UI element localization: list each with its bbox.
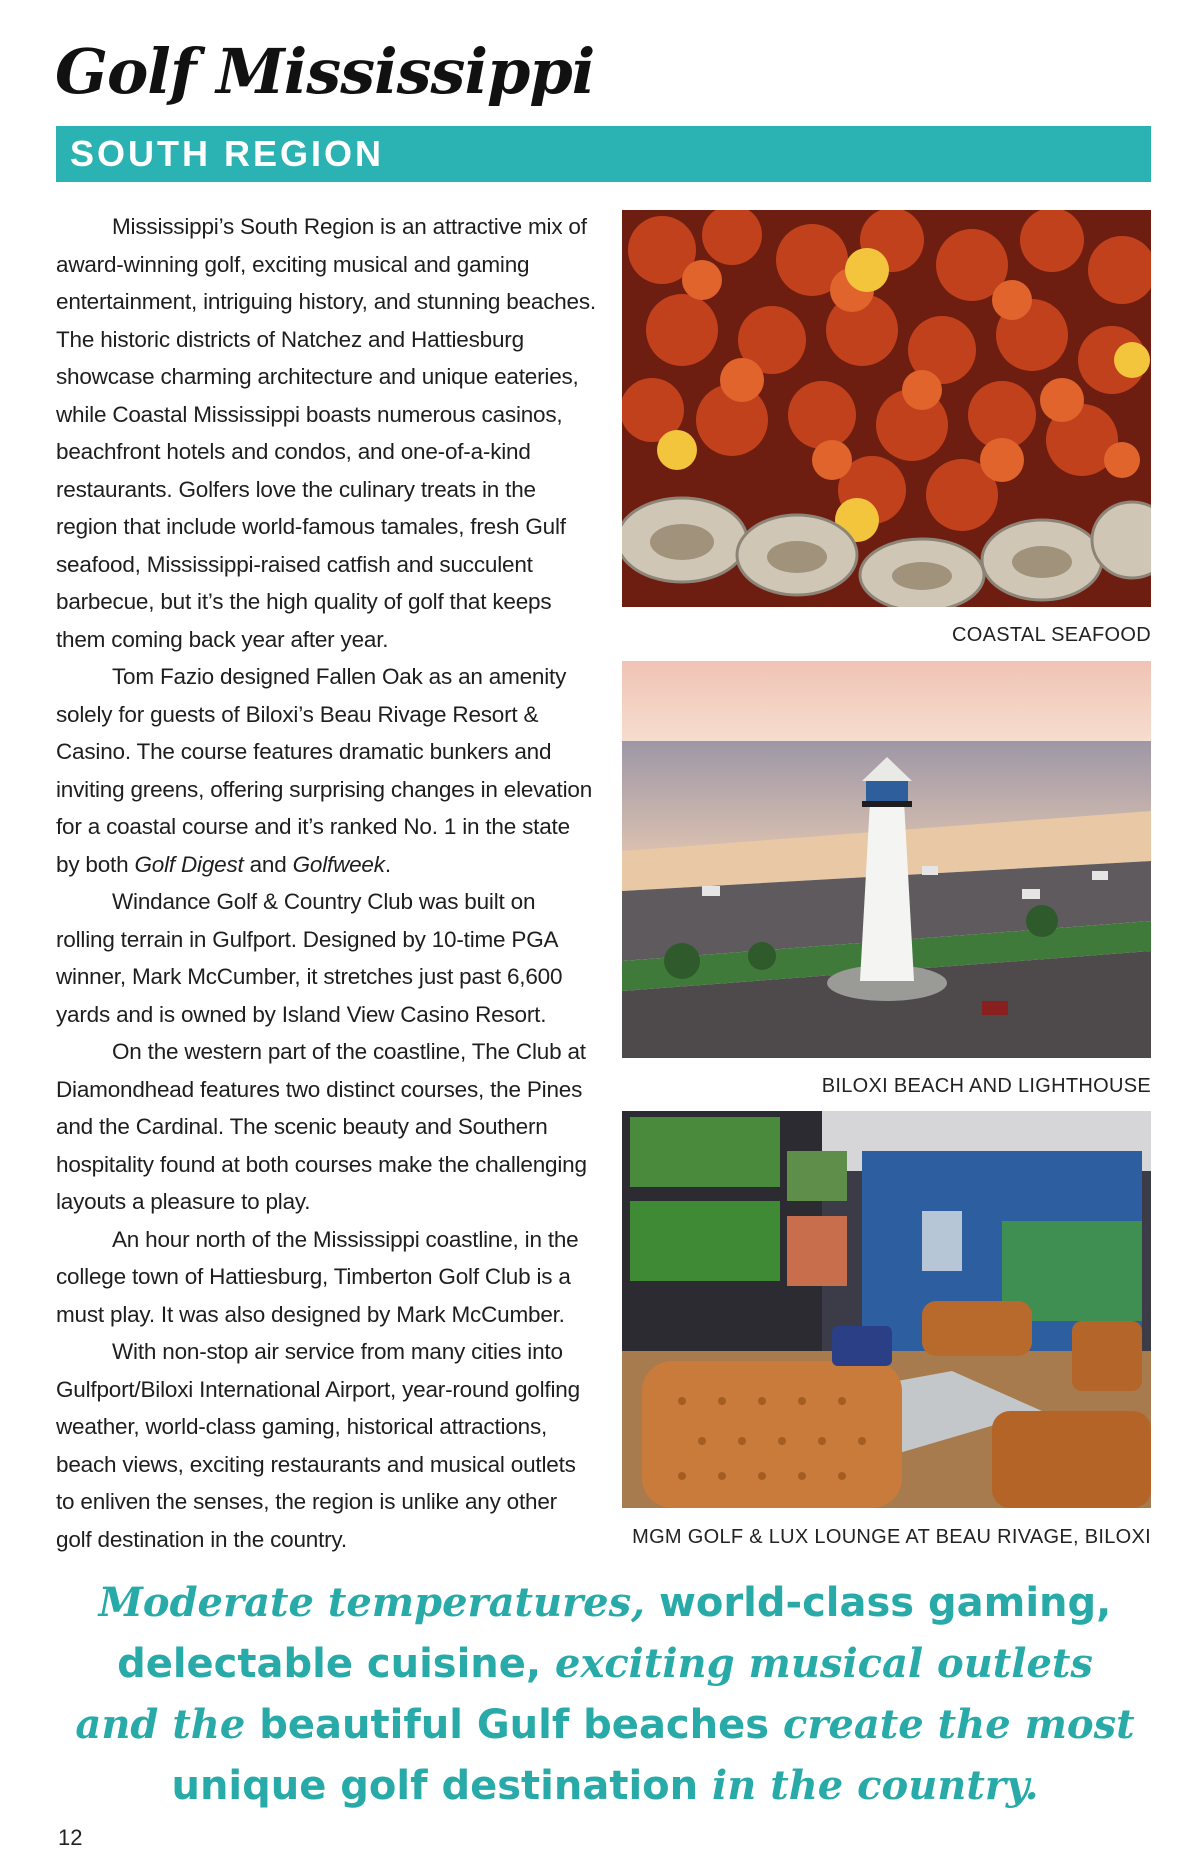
quote-line-4: unique golf destination in the country.: [171, 1762, 1039, 1809]
paragraph-windance: Windance Golf & Country Club was built on rolling terrain in Gulfport. Designed by 10-time PGA winner, Mark McCumber, it stretches just past 6,600 yards and is owned by Island View Casino Resort.: [56, 889, 563, 1027]
lighthouse-photo: [622, 661, 1151, 1058]
quote-line-1: Moderate temperatures, world-class gaming,: [98, 1579, 1112, 1626]
region-banner: [56, 126, 1151, 182]
pull-quote: [70, 1572, 1140, 1816]
seafood-caption: COASTAL SEAFOOD: [952, 624, 1151, 646]
paragraph-intro: Mississippi’s South Region is an attractive mix of award-winning golf, exciting musical and gaming entertainment, intriguing history, and stunning beaches. The historic districts of Natchez and Hattiesburg showcase charming architecture and unique eateries, while Coastal Mississippi boasts numerous casinos, beachfront hotels and condos, and one-of-a-kind restaurants. Golfers love the culinary treats in the region that include world-famous tamales, fresh Gulf seafood, Mississippi-raised catfish and succulent barbecue, but it’s the high quality of golf that keeps them coming back year after year.: [56, 214, 596, 652]
quote-line-2: delectable cuisine, exciting musical outlets: [117, 1640, 1093, 1687]
paragraph-timberton: An hour north of the Mississippi coastline, in the college town of Hattiesburg, Timberton Golf Club is a must play. It was also designed by Mark McCumber.: [56, 1226, 579, 1327]
lounge-caption: MGM GOLF & LUX LOUNGE AT BEAU RIVAGE, BILOXI: [632, 1526, 1151, 1548]
publication-golf-digest: Golf Digest: [134, 851, 244, 877]
quote-line-3: and the beautiful Gulf beaches create the most: [75, 1701, 1135, 1748]
page-title: Golf Mississippi: [55, 35, 595, 108]
article-body: [56, 208, 596, 1558]
paragraph-diamondhead: On the western part of the coastline, The Club at Diamondhead features two distinct courses, the Pines and the Cardinal. The scenic beauty and Southern hospitality found at both courses make the challenging layouts a pleasure to play.: [56, 1039, 587, 1214]
paragraph-fallen-oak: Tom Fazio designed Fallen Oak as an amenity solely for guests of Biloxi’s Beau Rivage Resort & Casino. The course features dramatic bunkers and inviting greens, offering surprising changes in elevation for a coastal course and it’s ranked No. 1 in the state by both Golf Digest and Golfweek.: [56, 664, 593, 877]
publication-golfweek: Golfweek: [292, 851, 385, 877]
paragraph-closing: With non-stop air service from many cities into Gulfport/Biloxi International Airport, year-round golfing weather, world-class gaming, historical attractions, beach views, exciting restaurants and musical outlets to enliven the senses, the region is unlike any other golf destination in the country.: [56, 1339, 580, 1552]
lighthouse-caption: BILOXI BEACH AND LIGHTHOUSE: [821, 1075, 1151, 1097]
lounge-photo: [622, 1111, 1151, 1508]
region-label: SOUTH REGION: [70, 133, 385, 174]
seafood-photo: [622, 210, 1151, 607]
page-number: 12: [58, 1825, 83, 1850]
